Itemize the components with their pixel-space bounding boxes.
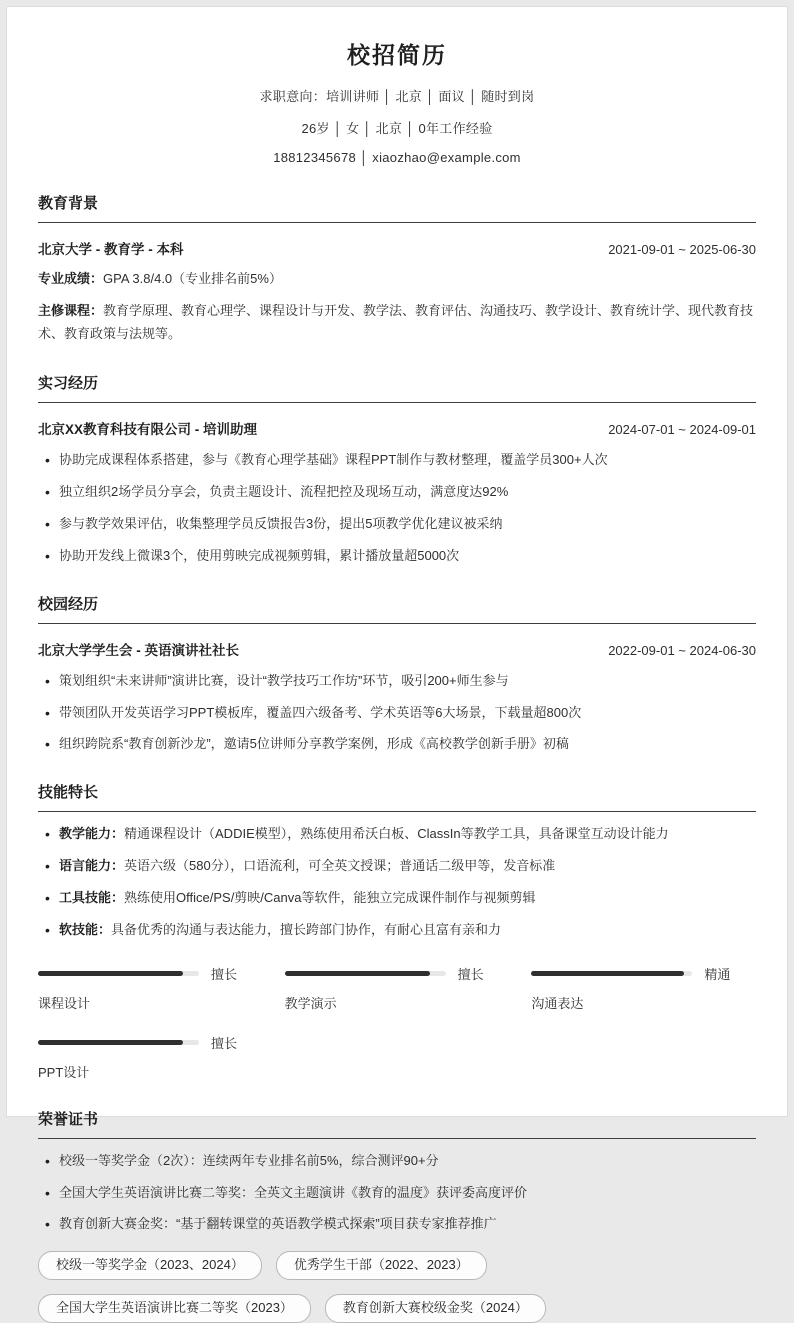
skill-bars-grid [38,964,756,1081]
skill-label: 教学能力： [59,826,125,842]
skills-section-title: 技能特长 [38,781,756,812]
internship-bullet: • 协助开发线上微课3个，使用剪映完成视频剪辑，累计播放量超5000次 [38,547,756,566]
honor-tag: 全国大学生英语演讲比赛二等奖（2023） [38,1294,311,1323]
honor-tag: 优秀学生干部（2022、2023） [276,1251,487,1280]
internship-section-title: 实习经历 [38,372,756,403]
honor-tag: 校级一等奖学金（2023、2024） [38,1251,262,1280]
skill-bar-fill [285,971,430,976]
skill-bar-fill [531,971,684,976]
skill-bullet [38,889,756,908]
courses-value: 教育学原理、教育心理学、课程设计与开发、教学法、教育评估、沟通技巧、教学设计、教育统计学、现代教育技术、教育政策与法规等。 [38,303,754,342]
honor-bullet: • 教育创新大赛金奖：“基于翻转课堂的英语教学模式探索”项目获专家推荐推广 [38,1215,756,1234]
section-campus [38,593,756,755]
honor-bullet: • 全国大学生英语演讲比赛二等奖：全英文主题演讲《教育的温度》获评委高度评价 [38,1184,756,1203]
school-major-degree: 北京大学 - 教育学 - 本科 [38,242,184,257]
skill-bar-item [531,964,756,1012]
honor-tag: 教育创新大赛校级金奖（2024） [325,1294,546,1323]
job-intention-line: 求职意向：培训讲师 │ 北京 │ 面议 │ 随时到岗 [259,89,535,104]
skill-bar-track [285,971,446,976]
skill-text: 具备优秀的沟通与表达能力，擅长跨部门协作，有耐心且富有亲和力 [111,921,502,937]
internship-bullet: • 协助完成课程体系搭建，参与《教育心理学基础》课程PPT制作与教材整理，覆盖学员300+人次 [38,451,756,470]
skill-bar-fill [38,1040,183,1045]
organization-role: 北京大学学生会 - 英语演讲社社长 [38,642,239,658]
section-education [38,192,756,345]
skill-level-label: 擅长 [211,966,238,982]
skill-name-label: 沟通表达 [531,995,584,1011]
skill-bar-fill [38,971,183,976]
campus-date-range: 2022-09-01 ~ 2024-06-30 [608,642,756,658]
skill-bullet [38,857,756,876]
campus-bullet: • 带领团队开发英语学习PPT模板库，覆盖四六级备考、学术英语等6大场景，下载量超800次 [38,704,756,723]
honors-bullet-list [38,1152,756,1235]
section-honors [38,1108,756,1323]
personal-info-line: 26岁 │ 女 │ 北京 │ 0年工作经验 [301,121,493,136]
skill-bar-track [38,971,199,976]
internship-bullet-list [38,451,756,565]
skill-label: 工具技能： [59,889,125,905]
resume-title: 校招简历 [347,42,447,68]
skill-level-label: 擅长 [211,1035,238,1051]
skill-bar-track [531,971,692,976]
resume-page [6,6,788,1316]
internship-entry-header [38,418,756,438]
section-skills [38,781,756,1080]
company-position: 北京XX教育科技有限公司 - 培训助理 [38,422,258,438]
campus-section-title: 校园经历 [38,593,756,624]
skills-bullet-list [38,825,756,939]
skill-bullet [38,825,756,844]
honor-tag-list [38,1251,756,1323]
resume-header [38,37,756,165]
internship-date-range: 2024-07-01 ~ 2024-09-01 [608,422,756,438]
skill-level-label: 擅长 [457,966,484,982]
skill-bar-item [38,964,263,1012]
skill-label: 软技能： [59,921,112,937]
campus-bullet: • 策划组织“未来讲师”演讲比赛，设计“教学技巧工作坊”环节，吸引200+师生参与 [38,672,756,691]
education-entry-header [38,238,756,258]
skill-bar-track [38,1040,199,1045]
honors-section-title: 荣誉证书 [38,1108,756,1139]
internship-bullet: • 独立组织2场学员分享会，负责主题设计、流程把控及现场互动，满意度达92% [38,483,756,502]
campus-entry-header [38,639,756,659]
skill-bar-item [285,964,510,1012]
skill-bullet [38,921,756,940]
courses-label: 主修课程： [38,303,104,319]
courses-row [38,299,756,345]
skill-name-label: 课程设计 [38,995,91,1011]
skill-name-label: 教学演示 [284,995,337,1011]
gpa-row [38,267,756,290]
section-internship [38,372,756,565]
campus-bullet-list [38,672,756,755]
skill-text: 精通课程设计（ADDIE模型），熟练使用希沃白板、ClassIn等教学工具，具备课堂互动设计能力 [124,826,669,842]
skill-level-label: 精通 [704,966,731,982]
gpa-value: GPA 3.8/4.0（专业排名前5%） [103,271,282,286]
campus-bullet: • 组织跨院系“教育创新沙龙”，邀请5位讲师分享教学案例，形成《高校教学创新手册》初稿 [38,735,756,754]
skill-text: 熟练使用Office/PS/剪映/Canva等软件，能独立完成课件制作与视频剪辑 [124,889,536,905]
education-section-title: 教育背景 [38,192,756,223]
gpa-label: 专业成绩： [38,271,104,286]
skill-label: 语言能力： [59,858,125,874]
education-date-range: 2021-09-01 ~ 2025-06-30 [608,242,756,257]
internship-bullet: • 参与教学效果评估，收集整理学员反馈报告3份，提出5项教学优化建议被采纳 [38,515,756,534]
skill-text: 英语六级（580分），口语流利，可全英文授课；普通话二级甲等，发音标准 [124,858,556,874]
honor-bullet: • 校级一等奖学金（2次）：连续两年专业排名前5%，综合测评90+分 [38,1152,756,1171]
skill-name-label: PPT设计 [38,1064,90,1080]
skill-bar-item [38,1033,263,1081]
contact-info-line: 18812345678 │ xiaozhao@example.com [273,150,521,165]
